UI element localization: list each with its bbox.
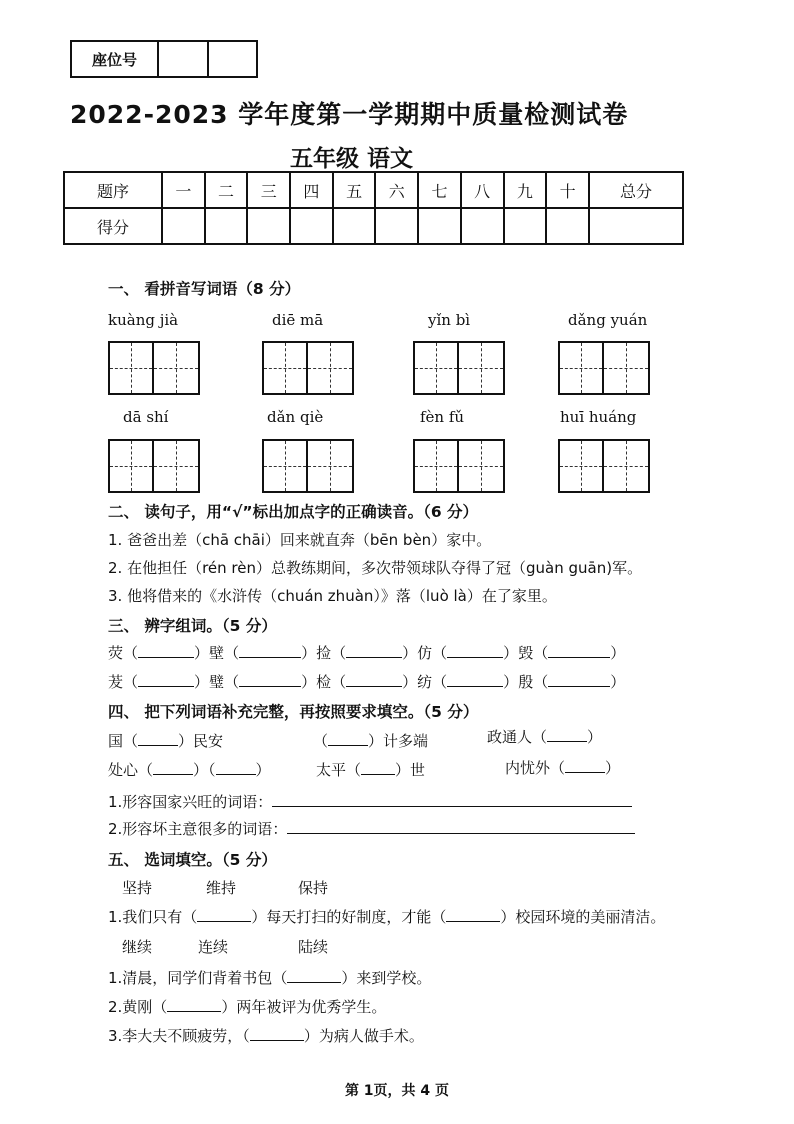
score-cell[interactable]: [162, 208, 205, 244]
seat-number-cell[interactable]: [159, 42, 208, 76]
char: 荧: [108, 644, 124, 662]
answer-blank[interactable]: [328, 745, 368, 746]
word-choice: 保持: [298, 879, 329, 897]
idiom-item: 太平（ ）世: [316, 761, 426, 779]
idiom-item: （ ）计多端: [313, 732, 429, 750]
question-line: 1. 爸爸出差（chā chāi）回来就直奔（bēn bèn）家中。: [108, 531, 492, 549]
question-line: 2. 在他担任（rén rèn）总教练期间，多次带领球队夺得了冠（guàn guān)军。: [108, 559, 643, 577]
word-choice: 维持: [206, 879, 237, 897]
answer-blank[interactable]: [138, 686, 194, 687]
word-choice: 陆续: [298, 938, 329, 956]
score-cell[interactable]: [375, 208, 418, 244]
score-col-header-total: 总分: [589, 172, 683, 208]
answer-blank[interactable]: [153, 774, 193, 775]
char: 壁: [209, 644, 225, 662]
fill-question: 1.清晨，同学们背着书包（ ）来到学校。: [108, 969, 432, 987]
writing-grid[interactable]: [108, 341, 200, 395]
char: 捡: [316, 644, 332, 662]
answer-blank[interactable]: [447, 686, 503, 687]
answer-blank[interactable]: [548, 657, 610, 658]
writing-grid[interactable]: [413, 341, 505, 395]
writing-grid[interactable]: [413, 439, 505, 493]
fill-question: 1.我们只有（ ）每天打扫的好制度，才能（ ）校园环境的美丽清洁。: [108, 908, 666, 926]
word-choice: 坚持: [122, 879, 153, 897]
writing-grid[interactable]: [558, 439, 650, 493]
section-5-heading: 五、 选词填空。（5 分）: [108, 851, 277, 869]
fill-question: 3.李大夫不顾疲劳，（ ）为病人做手术。: [108, 1027, 424, 1045]
answer-blank[interactable]: [361, 774, 395, 775]
score-table-row2-label: 得分: [64, 208, 162, 244]
question-line: 3. 他将借来的《水浒传（chuán zhuàn）》落（luò là）在了家里。: [108, 587, 557, 605]
answer-blank[interactable]: [548, 686, 610, 687]
section-3-heading: 三、 辨字组词。（5 分）: [108, 617, 277, 635]
char: 毁: [518, 644, 534, 662]
score-cell-total[interactable]: [589, 208, 683, 244]
answer-blank[interactable]: [138, 745, 178, 746]
score-col-header: 六: [375, 172, 418, 208]
writing-grid[interactable]: [108, 439, 200, 493]
score-col-header: 四: [290, 172, 333, 208]
pinyin-label: fèn fǔ: [420, 408, 465, 426]
score-table-header-row: [64, 172, 683, 208]
section-4-heading: 四、 把下列词语补充完整，再按照要求填空。（5 分）: [108, 703, 479, 721]
fill-question: 1.形容国家兴旺的词语：: [108, 791, 632, 812]
page-footer: 第 1页，共 4 页: [344, 1083, 450, 1099]
score-col-header: 七: [418, 172, 461, 208]
section-1-heading: 一、 看拼音写词语（8 分）: [108, 280, 301, 298]
score-cell[interactable]: [546, 208, 589, 244]
seat-number-cell[interactable]: [209, 42, 256, 76]
word-choice: 连续: [198, 938, 229, 956]
answer-blank[interactable]: [197, 921, 251, 922]
pinyin-label: kuàng jià: [108, 311, 179, 329]
score-col-header: 三: [247, 172, 290, 208]
score-cell[interactable]: [205, 208, 248, 244]
score-cell[interactable]: [290, 208, 333, 244]
answer-blank[interactable]: [346, 686, 402, 687]
answer-blank[interactable]: [547, 741, 587, 742]
pinyin-label: yǐn bì: [428, 311, 471, 329]
idiom-item: 处心（ ）（ ）: [108, 761, 271, 779]
char-row-1: 荧（ ）壁（ ）捡（ ）仿（ ）毁（ ）: [108, 644, 626, 662]
pinyin-label: dǎn qiè: [267, 408, 324, 426]
score-cell[interactable]: [504, 208, 547, 244]
char: 纺: [417, 673, 433, 691]
char: 殷: [518, 673, 534, 691]
seat-number-box: [70, 40, 258, 78]
score-cell[interactable]: [418, 208, 461, 244]
score-table-score-row: [64, 208, 683, 244]
answer-blank[interactable]: [239, 657, 301, 658]
answer-blank[interactable]: [346, 657, 402, 658]
exam-subtitle: 五年级 语文: [290, 146, 414, 172]
score-cell[interactable]: [461, 208, 504, 244]
score-table-row1-label: 题序: [64, 172, 162, 208]
writing-grid[interactable]: [558, 341, 650, 395]
score-col-header: 五: [333, 172, 376, 208]
exam-title: 2022-2023 学年度第一学期期中质量检测试卷: [70, 100, 629, 129]
section-2-heading: 二、 读句子，用“√”标出加点字的正确读音。（6 分）: [108, 503, 479, 521]
score-col-header: 八: [461, 172, 504, 208]
pinyin-label: dā shí: [123, 408, 169, 426]
idiom-item: 内忧外（ ）: [505, 759, 621, 777]
char: 检: [316, 673, 332, 691]
pinyin-label: diē mā: [272, 311, 324, 329]
answer-line[interactable]: [287, 833, 635, 834]
fill-question: 2.黄刚（ ）两年被评为优秀学生。: [108, 998, 387, 1016]
answer-line[interactable]: [272, 806, 632, 807]
char: 茇: [108, 673, 124, 691]
pinyin-label: dǎng yuán: [568, 311, 648, 329]
answer-blank[interactable]: [167, 1011, 221, 1012]
answer-blank[interactable]: [250, 1040, 304, 1041]
answer-blank[interactable]: [138, 657, 194, 658]
answer-blank[interactable]: [446, 921, 500, 922]
idiom-item: 政通人（ ）: [487, 728, 603, 746]
score-cell[interactable]: [333, 208, 376, 244]
pinyin-label: huī huáng: [560, 408, 637, 426]
writing-grid[interactable]: [262, 341, 354, 395]
score-col-header: 九: [504, 172, 547, 208]
char: 仿: [417, 644, 433, 662]
answer-blank[interactable]: [565, 772, 605, 773]
seat-number-label: 座位号: [72, 42, 159, 76]
answer-blank[interactable]: [447, 657, 503, 658]
char: 璧: [209, 673, 225, 691]
word-choice: 继续: [122, 938, 153, 956]
answer-blank[interactable]: [216, 774, 256, 775]
fill-question: 2.形容坏主意很多的词语：: [108, 818, 635, 839]
score-cell[interactable]: [247, 208, 290, 244]
score-col-header: 二: [205, 172, 248, 208]
writing-grid[interactable]: [262, 439, 354, 493]
idiom-item: 国（ ）民安: [108, 732, 224, 750]
score-col-header: 十: [546, 172, 589, 208]
score-table: [63, 171, 684, 245]
score-col-header: 一: [162, 172, 205, 208]
char-row-2: 茇（ ）璧（ ）检（ ）纺（ ）殷（ ）: [108, 673, 626, 691]
answer-blank[interactable]: [239, 686, 301, 687]
answer-blank[interactable]: [287, 982, 341, 983]
